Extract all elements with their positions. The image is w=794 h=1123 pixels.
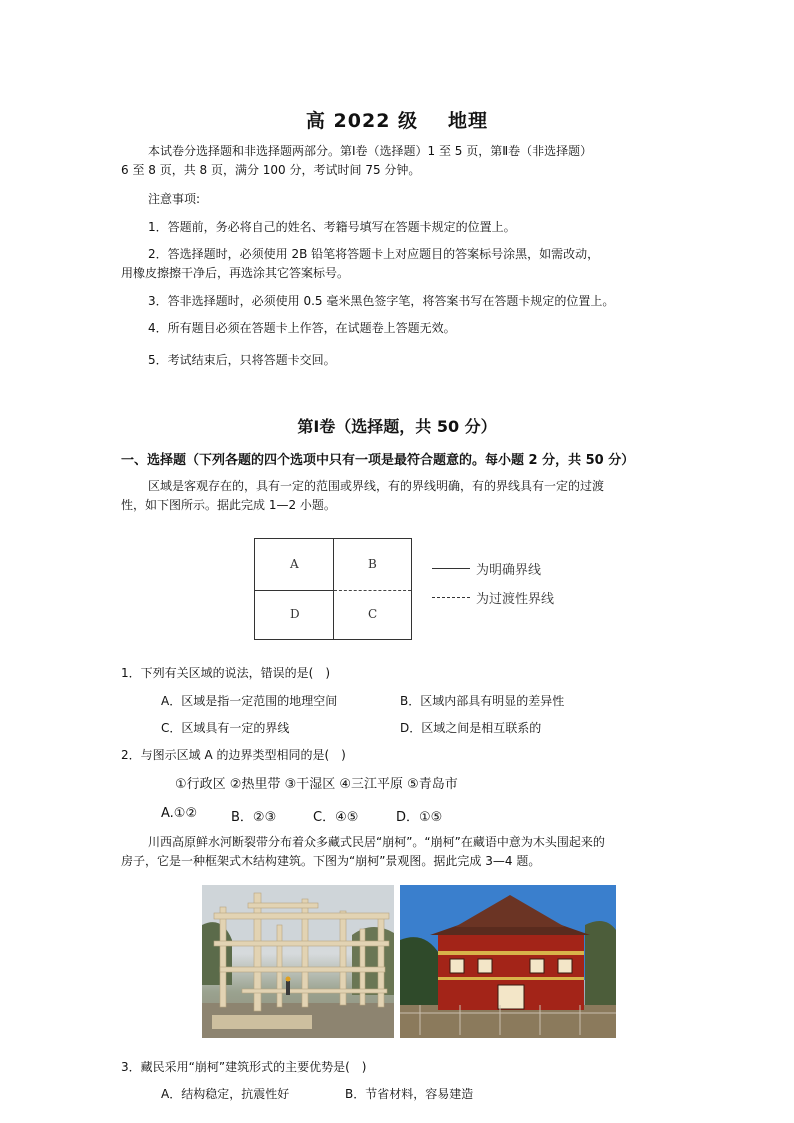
- notes-item-5: 5．考试结束后，只将答题卡交回。: [148, 353, 336, 367]
- part-heading: 一、选择题（下列各题的四个选项中只有一项是最符合题意的。每小题 2 分，共 50 分）: [121, 453, 635, 468]
- legend-solid-line: [432, 568, 470, 569]
- question-3-option-a: A．结构稳定，抗震性好: [161, 1087, 290, 1101]
- notes-item-3: 3．答非选择题时，必须使用 0.5 毫米黑色签字笔，将答案书写在答题卡规定的位置上。: [148, 294, 615, 308]
- diagram-solid-boundary: [255, 590, 333, 591]
- question-2-items: ①行政区 ②热里带 ③干湿区 ④三江平原 ⑤青岛市: [175, 777, 458, 792]
- section-title: 第Ⅰ卷（选择题，共 50 分）: [297, 417, 497, 436]
- question-2-option-c: C．④⑤: [313, 810, 359, 825]
- question-3-option-b: B．节省材料，容易建造: [345, 1087, 474, 1101]
- stem-2-line-2: 房子，它是一种框架式木结构建筑。下图为“崩柯”景观图。据此完成 3—4 题。: [121, 854, 541, 868]
- legend-dashed-line: [432, 597, 470, 598]
- question-3-stem: 3．藏民采用“崩柯”建筑形式的主要优势是( ): [121, 1060, 367, 1074]
- question-2-option-b: B．②③: [231, 810, 277, 825]
- timber-frame-photo: [202, 885, 394, 1038]
- question-1-stem: 1．下列有关区域的说法，错误的是( ): [121, 666, 330, 680]
- stem-1-line-2: 性，如下图所示。据此完成 1—2 小题。: [121, 498, 336, 512]
- intro-line-1: 本试卷分选择题和非选择题两部分。第Ⅰ卷（选择题）1 至 5 页，第Ⅱ卷（非选择题）: [148, 144, 593, 158]
- region-boundary-diagram: [254, 538, 412, 640]
- page-title: [0, 106, 794, 133]
- question-1-option-b: B．区域内部具有明显的差异性: [400, 694, 565, 708]
- notes-item-2-line-2: 用橡皮擦擦干净后，再选涂其它答案标号。: [121, 266, 350, 280]
- question-2-option-a: A.①②: [161, 806, 198, 821]
- bengke-house-illustration: [400, 885, 616, 1038]
- cell-label-a: A: [290, 557, 299, 571]
- timber-frame-illustration: [202, 885, 394, 1038]
- notes-item-4: 4．所有题目必须在答题卡上作答，在试题卷上答题无效。: [148, 321, 456, 335]
- title-subject: 地理: [448, 110, 489, 132]
- legend-dashed-label: 为过渡性界线: [476, 592, 555, 607]
- stem-2-line-1: 川西高原鲜水河断裂带分布着众多藏式民居“崩柯”。“崩柯”在藏语中意为木头围起来的: [148, 835, 605, 849]
- notes-item-2-line-1: 2．答选择题时，必须使用 2B 铅笔将答题卡上对应题目的答案标号涂黑，如需改动，: [148, 247, 600, 261]
- diagram-vertical-line: [333, 539, 334, 639]
- notes-item-1: 1．答题前，务必将自己的姓名、考籍号填写在答题卡规定的位置上。: [148, 220, 516, 234]
- cell-label-b: B: [368, 557, 377, 571]
- question-2-stem: 2．与图示区域 A 的边界类型相同的是( ): [121, 748, 346, 762]
- diagram-dashed-boundary: [334, 590, 411, 591]
- title-main: 高 2022 级: [305, 110, 419, 132]
- question-1-option-d: D．区域之间是相互联系的: [400, 721, 542, 735]
- question-1-option-c: C．区域具有一定的界线: [161, 721, 290, 735]
- notes-heading: 注意事项:: [148, 192, 201, 206]
- question-1-option-a: A．区域是指一定范围的地理空间: [161, 694, 338, 708]
- intro-line-2: 6 至 8 页，共 8 页，满分 100 分，考试时间 75 分钟。: [121, 163, 421, 177]
- cell-label-c: C: [368, 607, 378, 621]
- cell-label-d: D: [290, 607, 300, 621]
- legend-solid-label: 为明确界线: [476, 563, 542, 578]
- question-2-option-d: D．①⑤: [396, 810, 443, 825]
- stem-1-line-1: 区域是客观存在的，具有一定的范围或界线，有的界线明确，有的界线具有一定的过渡: [148, 479, 605, 493]
- bengke-house-photo: [400, 885, 616, 1038]
